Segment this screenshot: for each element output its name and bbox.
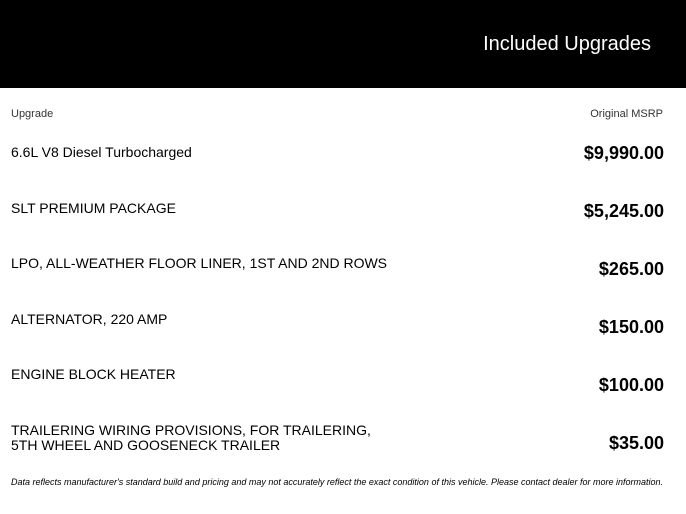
upgrade-name-line-2: 5TH WHEEL AND GOOSENECK TRAILER xyxy=(11,437,281,453)
upgrade-price: $150.00 xyxy=(598,317,664,337)
upgrade-name: SLT PREMIUM PACKAGE xyxy=(11,200,176,216)
upgrade-price: $265.00 xyxy=(598,259,664,279)
upgrade-price: $9,990.00 xyxy=(583,143,664,163)
disclaimer-footnote: Data reflects manufacturer's standard build and pricing and may not accurately reflect the exact condition of this vehicle. Please contact dealer for more information. xyxy=(11,477,664,487)
upgrade-price: $5,245.00 xyxy=(583,201,664,221)
upgrade-name: LPO, ALL-WEATHER FLOOR LINER, 1ST AND 2ND ROWS xyxy=(11,255,388,271)
upgrade-name: ALTERNATOR, 220 AMP xyxy=(11,311,168,327)
upgrade-name-line-1: TRAILERING WIRING PROVISIONS, FOR TRAILERING, xyxy=(11,422,371,438)
upgrade-column-header: Upgrade xyxy=(11,108,54,120)
upgrade-name: 6.6L V8 Diesel Turbocharged xyxy=(11,144,192,160)
page-title: Included Upgrades xyxy=(483,33,651,55)
msrp-column-header: Original MSRP xyxy=(590,108,663,120)
header-bar xyxy=(0,0,686,88)
upgrade-name: ENGINE BLOCK HEATER xyxy=(11,366,176,382)
upgrade-price: $100.00 xyxy=(598,375,664,395)
upgrade-price: $35.00 xyxy=(608,433,664,453)
